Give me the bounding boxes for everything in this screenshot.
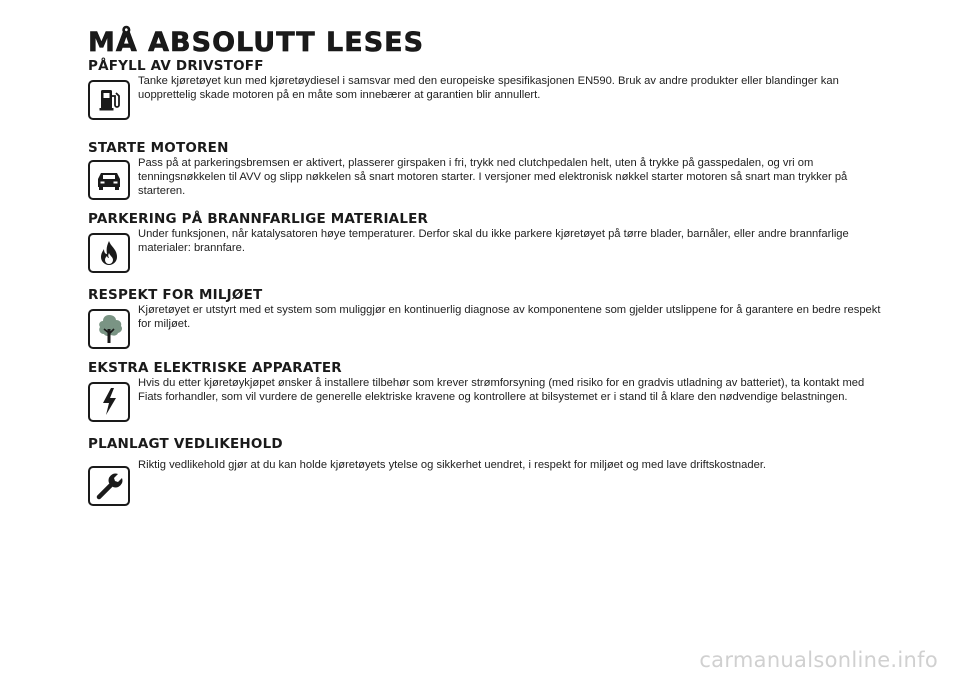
section-electrical xyxy=(88,360,888,430)
wrench-icon xyxy=(88,466,130,506)
tree-icon xyxy=(88,309,130,349)
section-heading: PLANLAGT VEDLIKEHOLD xyxy=(88,436,283,452)
section-text: Riktig vedlikehold gjør at du kan holde kjøretøyets ytelse og sikkerhet uendret, i respekt for miljøet og med lave driftskostnader. xyxy=(138,459,767,471)
flame-icon xyxy=(88,233,130,273)
section-maintenance xyxy=(88,436,888,504)
section-heading: PÅFYLL AV DRIVSTOFF xyxy=(88,58,264,74)
section-heading: RESPEKT FOR MILJØET xyxy=(88,287,263,303)
section-text: Hvis du etter kjøretøykjøpet ønsker å installere tilbehør som krever strømforsyning (med risiko for en gradvis utladning av batteriet), ta kontakt med Fiats forhandler, som vil vurdere de generelle elektriske kravene og kontrollere at bilsystemet er i stand til å klare den nødvendige belastningen. xyxy=(138,377,865,403)
fuel-pump-icon xyxy=(88,80,130,120)
section-start-engine xyxy=(88,140,888,204)
section-parking-flammable xyxy=(88,211,888,277)
manual-page xyxy=(88,28,888,504)
section-heading: EKSTRA ELEKTRISKE APPARATER xyxy=(88,360,342,376)
page-title: MÅ ABSOLUTT LESES xyxy=(88,27,425,58)
section-text: Kjøretøyet er utstyrt med et system som muliggjør en kontinuerlig diagnose av komponentene som gjelder utslippene for å garantere en bedre respekt for miljøet. xyxy=(138,304,881,330)
section-text: Under funksjonen, når katalysatoren høye temperaturer. Derfor skal du ikke parkere kjøretøyet på tørre blader, barnåler, eller andre brannfarlige materialer: brannfare. xyxy=(138,228,849,254)
section-text: Pass på at parkeringsbremsen er aktivert, plasserer girspaken i fri, trykk ned clutchpedalen helt, uten å trykke på gasspedalen, og vri om tenningsnøkkelen til AVV og slipp nøkkelen så snart motoren starter. I versjoner med elektronisk nøkkel starter motoren så snart man trykker på starteren. xyxy=(138,157,848,197)
section-environment xyxy=(88,287,888,353)
car-icon xyxy=(88,160,130,200)
section-fuel xyxy=(88,58,888,132)
lightning-icon xyxy=(88,382,130,422)
section-heading: STARTE MOTOREN xyxy=(88,140,229,156)
watermark: carmanualsonline.info xyxy=(699,648,938,672)
section-heading: PARKERING PÅ BRANNFARLIGE MATERIALER xyxy=(88,211,429,227)
section-text: Tanke kjøretøyet kun med kjøretøydiesel i samsvar med den europeiske spesifikasjonen EN590. Bruk av andre produkter eller blandinger kan uopprettelig skade motoren på en måte som innebærer at garantien blir annullert. xyxy=(138,75,839,101)
